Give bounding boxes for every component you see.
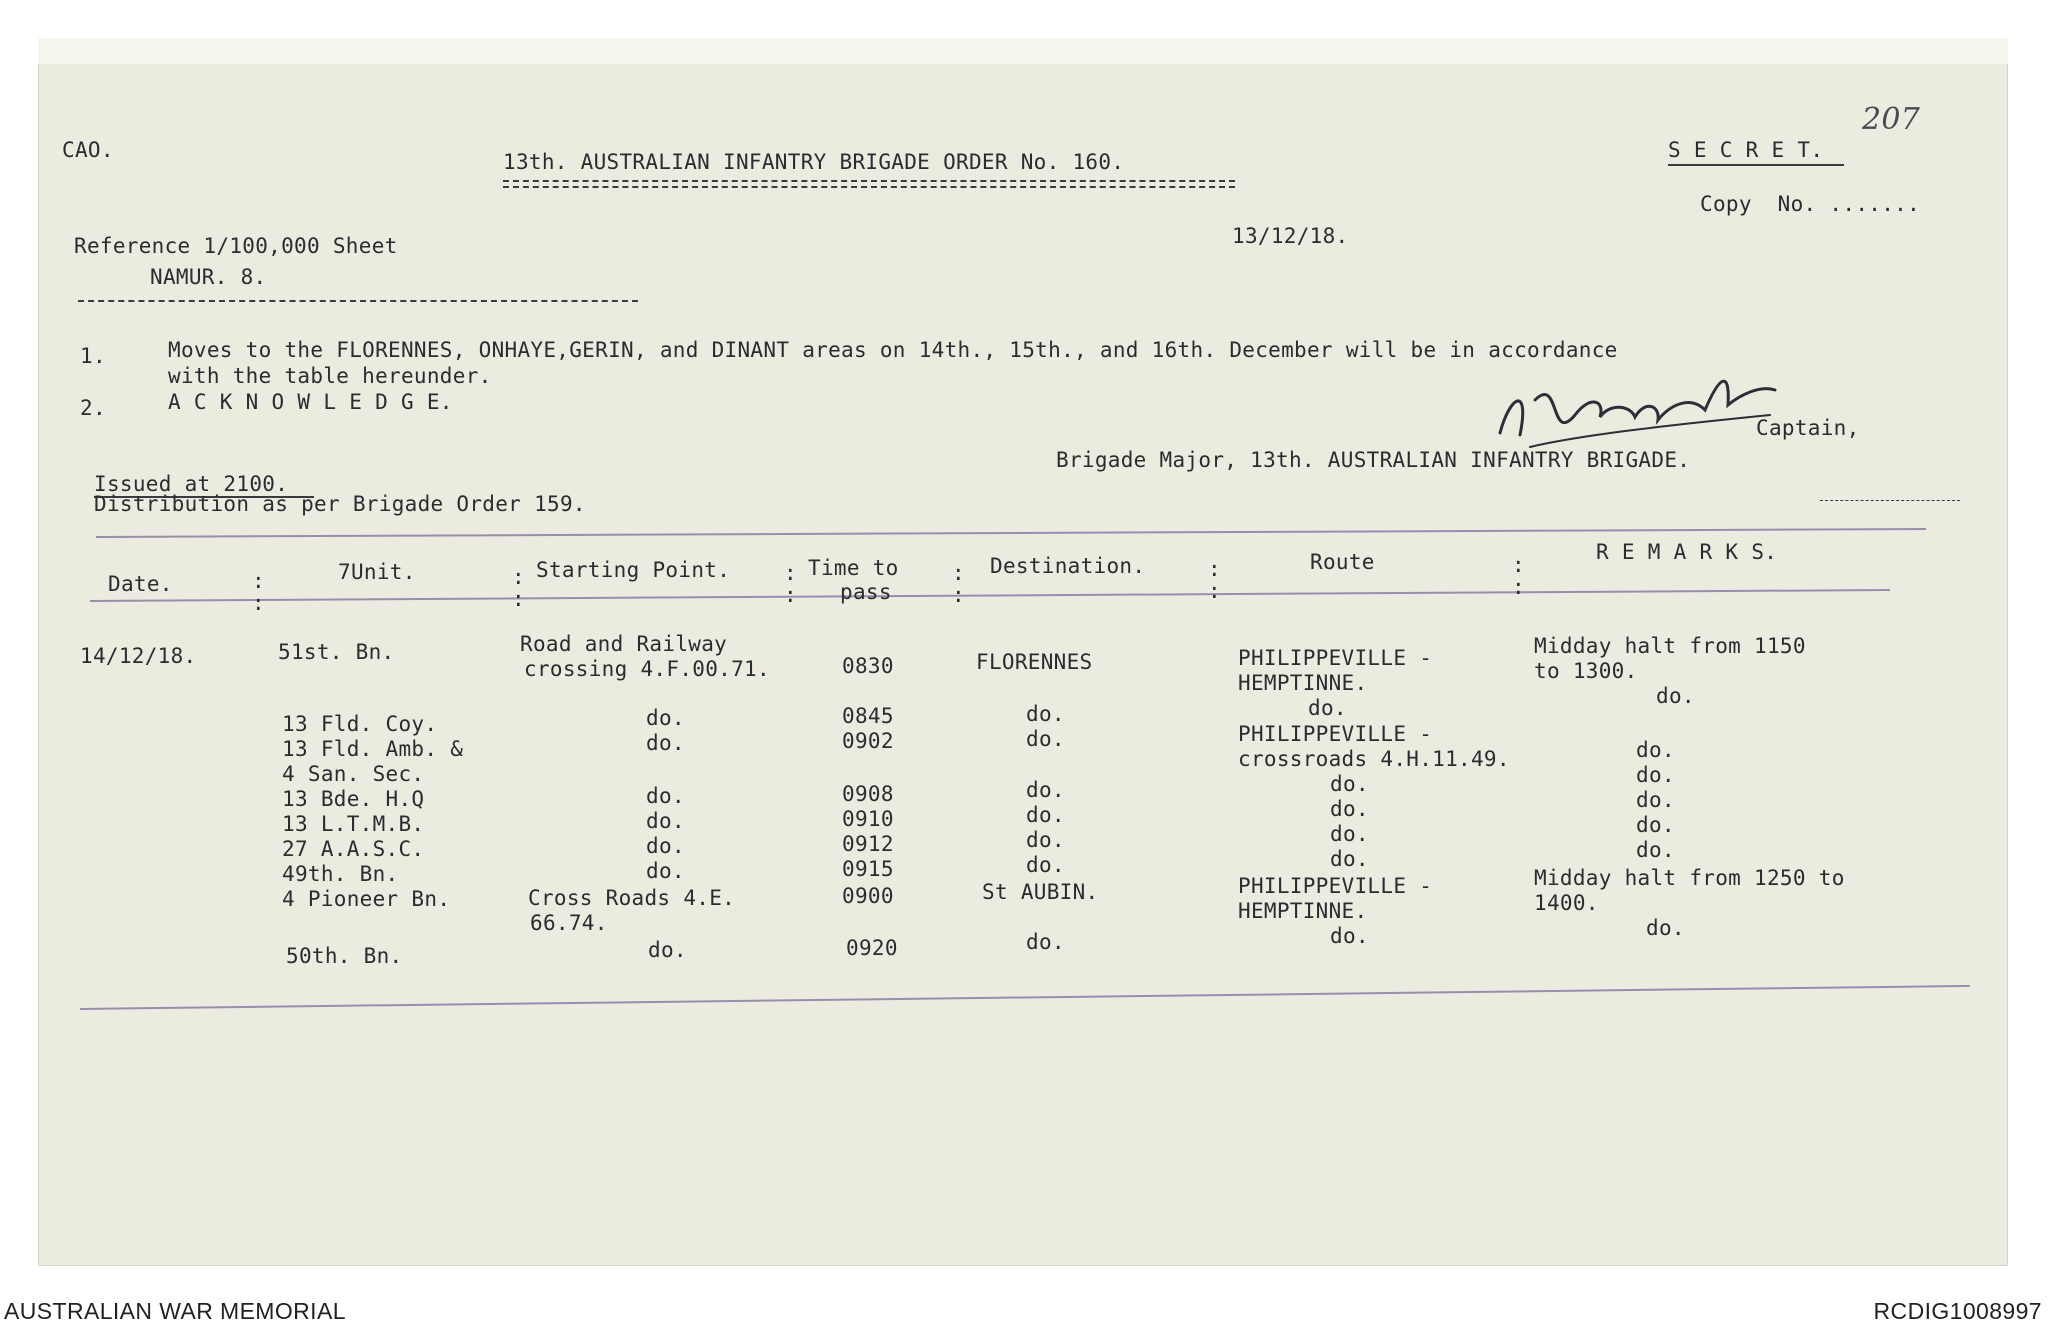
route-cell: do.	[1308, 696, 1347, 720]
dotted-rule	[1820, 500, 1960, 501]
para-2-text: A C K N O W L E D G E.	[168, 390, 453, 414]
route-cell: do.	[1330, 847, 1369, 871]
time-cell: 0900	[842, 884, 894, 908]
signatory-rank: Captain,	[1756, 416, 1860, 440]
remarks-cell: do.	[1636, 788, 1675, 812]
unit-cell: 50th. Bn.	[286, 944, 403, 968]
issued-time: Issued at 2100.	[94, 472, 289, 496]
start-cell: do.	[646, 784, 685, 808]
destination-cell: do.	[1026, 930, 1065, 954]
route-cell: do.	[1330, 822, 1369, 846]
remarks-cell: 1400.	[1534, 891, 1599, 915]
unit-cell: 4 Pioneer Bn.	[282, 887, 451, 911]
time-cell: 0920	[846, 936, 898, 960]
route-cell: HEMPTINNE.	[1238, 671, 1368, 695]
para-1-line-2: with the table hereunder.	[168, 364, 492, 388]
archive-credit: AUSTRALIAN WAR MEMORIAL	[4, 1298, 346, 1324]
order-date: 13/12/18.	[1232, 224, 1349, 248]
route-cell: HEMPTINNE.	[1238, 899, 1368, 923]
map-reference: Reference 1/100,000 Sheet	[74, 234, 398, 258]
remarks-cell: do.	[1636, 813, 1675, 837]
header-separator: : :	[952, 561, 965, 607]
secret-marking: S E C R E T.	[1668, 138, 1824, 162]
unit-cell: 51st. Bn.	[278, 640, 395, 664]
start-cell: do.	[646, 859, 685, 883]
remarks-cell: Midday halt from 1250 to	[1534, 866, 1845, 890]
start-cell: do.	[646, 731, 685, 755]
para-1-number: 1.	[80, 344, 106, 368]
time-cell: 0912	[842, 832, 894, 856]
header-destination: Destination.	[990, 554, 1146, 578]
map-sheet: NAMUR. 8.	[150, 265, 267, 289]
header-separator: : :	[512, 565, 525, 611]
time-cell: 0845	[842, 704, 894, 728]
start-cell: Cross Roads 4.E.	[528, 886, 736, 910]
header-remarks: R E M A R K S.	[1596, 540, 1778, 564]
route-cell: PHILIPPEVILLE -	[1238, 722, 1433, 746]
para-2-number: 2.	[80, 396, 106, 420]
destination-cell: do.	[1026, 727, 1065, 751]
reference-rule	[78, 300, 638, 302]
destination-cell: do.	[1026, 828, 1065, 852]
destination-cell: St AUBIN.	[982, 880, 1099, 904]
remarks-cell: do.	[1646, 916, 1685, 940]
unit-cell: 13 Fld. Amb. &	[282, 737, 464, 761]
remarks-cell: do.	[1636, 763, 1675, 787]
route-cell: PHILIPPEVILLE -	[1238, 874, 1433, 898]
time-cell: 0830	[842, 654, 894, 678]
start-cell: do.	[646, 706, 685, 730]
start-cell: 66.74.	[530, 911, 608, 935]
copy-number: Copy No. .......	[1700, 192, 1921, 216]
remarks-cell: do.	[1656, 684, 1695, 708]
start-cell: crossing 4.F.00.71.	[524, 657, 770, 681]
route-cell: PHILIPPEVILLE -	[1238, 646, 1433, 670]
destination-cell: do.	[1026, 853, 1065, 877]
remarks-cell: to 1300.	[1534, 659, 1638, 683]
start-cell: do.	[646, 809, 685, 833]
header-separator: : :	[252, 569, 265, 615]
route-cell: do.	[1330, 797, 1369, 821]
destination-cell: do.	[1026, 702, 1065, 726]
signatory-appointment: Brigade Major, 13th. AUSTRALIAN INFANTRY BRIGADE.	[1056, 448, 1691, 472]
time-cell: 0910	[842, 807, 894, 831]
cao-mark: CAO.	[62, 138, 114, 162]
title-underline-dashed-2	[503, 186, 1235, 188]
unit-cell: 13 Fld. Coy.	[282, 712, 438, 736]
unit-cell: 13 Bde. H.Q	[282, 787, 425, 811]
title-underline-dashed	[503, 180, 1235, 182]
remarks-cell: Midday halt from 1150	[1534, 634, 1806, 658]
para-1-line-1: Moves to the FLORENNES, ONHAYE,GERIN, and DINANT areas on 14th., 15th., and 16th. December will be in accordance	[168, 338, 1618, 362]
destination-cell: do.	[1026, 778, 1065, 802]
destination-cell: do.	[1026, 803, 1065, 827]
unit-cell: 27 A.A.S.C.	[282, 837, 425, 861]
start-cell: do.	[646, 834, 685, 858]
destination-cell: FLORENNES	[976, 650, 1093, 674]
unit-cell: 4 San. Sec.	[282, 762, 425, 786]
distribution-note: Distribution as per Brigade Order 159.	[94, 492, 586, 516]
route-cell: do.	[1330, 924, 1369, 948]
header-date: Date.	[108, 572, 173, 596]
secret-underline	[1668, 164, 1844, 166]
header-separator: : :	[1512, 553, 1525, 599]
route-cell: do.	[1330, 772, 1369, 796]
header-separator: : :	[784, 561, 797, 607]
time-cell: 0902	[842, 729, 894, 753]
time-cell: 0915	[842, 857, 894, 881]
header-pass: pass	[840, 580, 892, 604]
order-title: 13th. AUSTRALIAN INFANTRY BRIGADE ORDER No. 160.	[503, 150, 1125, 174]
remarks-cell: do.	[1636, 738, 1675, 762]
folio-number: 207	[1862, 102, 1921, 137]
unit-cell: 49th. Bn.	[282, 862, 399, 886]
time-cell: 0908	[842, 782, 894, 806]
header-time-to: Time to	[808, 556, 899, 580]
table-date: 14/12/18.	[80, 644, 197, 668]
start-cell: Road and Railway	[520, 632, 728, 656]
header-route: Route	[1310, 550, 1375, 574]
header-starting-point: Starting Point.	[536, 558, 731, 582]
unit-cell: 13 L.T.M.B.	[282, 812, 425, 836]
remarks-cell: do.	[1636, 838, 1675, 862]
start-cell: do.	[648, 938, 687, 962]
route-cell: crossroads 4.H.11.49.	[1238, 747, 1510, 771]
header-separator: : :	[1208, 557, 1221, 603]
header-unit: 7Unit.	[338, 560, 416, 584]
archive-reference: RCDIG1008997	[1873, 1298, 2042, 1324]
